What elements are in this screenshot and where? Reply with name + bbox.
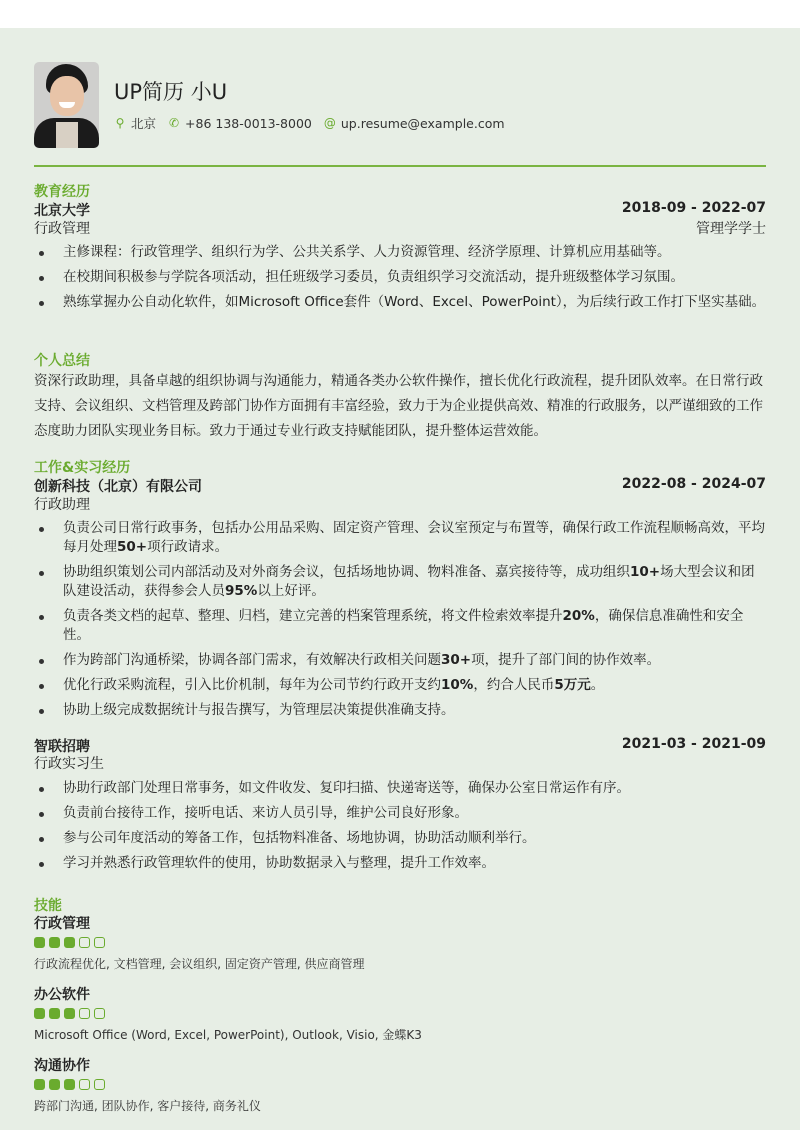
school-name: 北京大学 bbox=[34, 203, 90, 219]
highlight-text: 30+ bbox=[441, 652, 472, 668]
skill-description: Microsoft Office (Word, Excel, PowerPoint), Outlook, Visio, 金蝶K3 bbox=[34, 1028, 422, 1042]
list-item bbox=[34, 607, 766, 645]
education-dates: 2018-09 - 2022-07 bbox=[621, 200, 766, 216]
section-title-education: 教育经历 bbox=[34, 184, 90, 200]
list-item bbox=[34, 651, 766, 670]
job-bullets bbox=[34, 779, 766, 879]
highlight-text: 95% bbox=[225, 583, 258, 599]
bullet-text: 。 bbox=[590, 677, 605, 693]
highlight-text: 50+ bbox=[117, 539, 148, 555]
skill-name: 沟通协作 bbox=[34, 1058, 90, 1074]
level-dot-filled bbox=[34, 937, 45, 948]
phone-icon: ✆ bbox=[168, 116, 180, 130]
skill-name: 办公软件 bbox=[34, 987, 90, 1003]
list-item bbox=[34, 293, 766, 312]
skill-description: 行政流程优化, 文档管理, 会议组织, 固定资产管理, 供应商管理 bbox=[34, 957, 365, 971]
role-title: 行政实习生 bbox=[34, 756, 104, 772]
bullet-text: 负责公司日常行政事务，包括办公用品采购、固定资产管理、会议室预定与布置等，确保行政工作流程顺畅高效，平均每月处理 bbox=[63, 520, 765, 555]
degree: 管理学学士 bbox=[696, 221, 766, 237]
list-item bbox=[34, 829, 766, 848]
bullet-text: 协助上级完成数据统计与报告撰写，为管理层决策提供准确支持。 bbox=[63, 702, 455, 718]
level-dot-empty bbox=[79, 1079, 90, 1090]
summary-text: 资深行政助理，具备卓越的组织协调与沟通能力，精通各类办公软件操作，擅长优化行政流程，提升团队效率。在日常行政支持、会议组织、文档管理及跨部门协作方面拥有丰富经验，致力于为企业提供高效、精准的行政服务，以严谨细致的工作态度助力团队实现业务目标。致力于通过专业行政支持赋能团队，提升整体运营效能。 bbox=[34, 373, 763, 439]
level-dot-filled bbox=[64, 1008, 75, 1019]
bullet-text: 项，提升了部门间的协作效率。 bbox=[471, 652, 661, 668]
bullet-text: 协助组织策划公司内部活动及对外商务会议，包括场地协调、物料准备、嘉宾接待等，成功组织 bbox=[63, 564, 630, 580]
list-item bbox=[34, 701, 766, 720]
level-dot-filled bbox=[64, 937, 75, 948]
level-dot-filled bbox=[34, 1079, 45, 1090]
bullet-text: ，确保信息准确性和安全性。 bbox=[63, 608, 744, 643]
level-dot-filled bbox=[49, 937, 60, 948]
candidate-name: UP简历 小U bbox=[114, 80, 228, 104]
section-title-work: 工作&实习经历 bbox=[34, 460, 131, 476]
level-dot-filled bbox=[49, 1008, 60, 1019]
bullet-text: 在校期间积极参与学院各项活动，担任班级学习委员，负责组织学习交流活动，提升班级整体学习氛围。 bbox=[63, 269, 684, 285]
job-dates: 2021-03 - 2021-09 bbox=[621, 736, 766, 752]
list-item bbox=[34, 519, 766, 557]
phone: +86 138-0013-8000 bbox=[185, 115, 312, 131]
bullet-text: 优化行政采购流程，引入比价机制，每年为公司节约行政开支约 bbox=[63, 677, 441, 693]
avatar bbox=[34, 62, 99, 148]
location: 北京 bbox=[131, 116, 157, 131]
email[interactable]: up.resume@example.com bbox=[340, 115, 505, 131]
bullet-text: 以上好评。 bbox=[257, 583, 325, 599]
bullet-text: 协助行政部门处理日常事务，如文件收发、复印扫描、快递寄送等，确保办公室日常运作有序。 bbox=[63, 780, 630, 796]
level-dot-empty bbox=[79, 1008, 90, 1019]
bullet-text: 学习并熟悉行政管理软件的使用，协助数据录入与整理，提升工作效率。 bbox=[63, 855, 495, 871]
list-item bbox=[34, 676, 766, 695]
highlight-text: 20% bbox=[562, 608, 595, 624]
level-dot-empty bbox=[79, 937, 90, 948]
skill-description: 跨部门沟通, 团队协作, 客户接待, 商务礼仪 bbox=[34, 1099, 261, 1113]
bullet-text: 熟练掌握办公自动化软件，如Microsoft Office套件（Word、Excel、PowerPoint），为后续行政工作打下坚实基础。 bbox=[63, 294, 766, 310]
bullet-text: 场大型会议和团队建设活动，获得参会人员 bbox=[63, 564, 755, 599]
skill-level bbox=[34, 1079, 105, 1090]
list-item bbox=[34, 563, 766, 601]
resume-header bbox=[34, 62, 766, 152]
level-dot-empty bbox=[94, 1008, 105, 1019]
list-item bbox=[34, 804, 766, 823]
contact-info bbox=[114, 114, 511, 132]
major: 行政管理 bbox=[34, 221, 90, 237]
bullet-text: 负责各类文档的起草、整理、归档，建立完善的档案管理系统，将文件检索效率提升 bbox=[63, 608, 563, 624]
bullet-text: 负责前台接待工作，接听电话、来访人员引导，维护公司良好形象。 bbox=[63, 805, 468, 821]
bullet-text: 项行政请求。 bbox=[147, 539, 229, 555]
highlight-text: 5万元 bbox=[554, 677, 591, 693]
level-dot-filled bbox=[49, 1079, 60, 1090]
list-item bbox=[34, 243, 766, 262]
education-bullets bbox=[34, 243, 766, 318]
list-item bbox=[34, 779, 766, 798]
company-name: 创新科技（北京）有限公司 bbox=[34, 479, 202, 495]
bullet-text: 主修课程：行政管理学、组织行为学、公共关系学、人力资源管理、经济学原理、计算机应用基础等。 bbox=[63, 244, 671, 260]
skill-level bbox=[34, 1008, 105, 1019]
role-title: 行政助理 bbox=[34, 497, 90, 513]
list-item bbox=[34, 854, 766, 873]
level-dot-filled bbox=[34, 1008, 45, 1019]
at-icon: @ bbox=[323, 116, 336, 130]
job-bullets bbox=[34, 519, 766, 726]
level-dot-filled bbox=[64, 1079, 75, 1090]
section-title-skills: 技能 bbox=[34, 898, 62, 914]
list-item bbox=[34, 268, 766, 287]
company-name: 智联招聘 bbox=[34, 739, 90, 755]
section-title-summary: 个人总结 bbox=[34, 353, 90, 369]
highlight-text: 10% bbox=[441, 677, 474, 693]
bullet-text: 参与公司年度活动的筹备工作，包括物料准备、场地协调，协助活动顺利举行。 bbox=[63, 830, 536, 846]
highlight-text: 10+ bbox=[630, 564, 661, 580]
bullet-text: 作为跨部门沟通桥梁，协调各部门需求，有效解决行政相关问题 bbox=[63, 652, 441, 668]
skill-name: 行政管理 bbox=[34, 916, 90, 932]
job-dates: 2022-08 - 2024-07 bbox=[621, 476, 766, 492]
bullet-text: ，约合人民币 bbox=[473, 677, 555, 693]
skill-level bbox=[34, 937, 105, 948]
map-pin-icon: ⚲ bbox=[115, 116, 125, 130]
level-dot-empty bbox=[94, 1079, 105, 1090]
level-dot-empty bbox=[94, 937, 105, 948]
header-divider bbox=[34, 165, 766, 167]
resume-page bbox=[0, 28, 800, 1130]
